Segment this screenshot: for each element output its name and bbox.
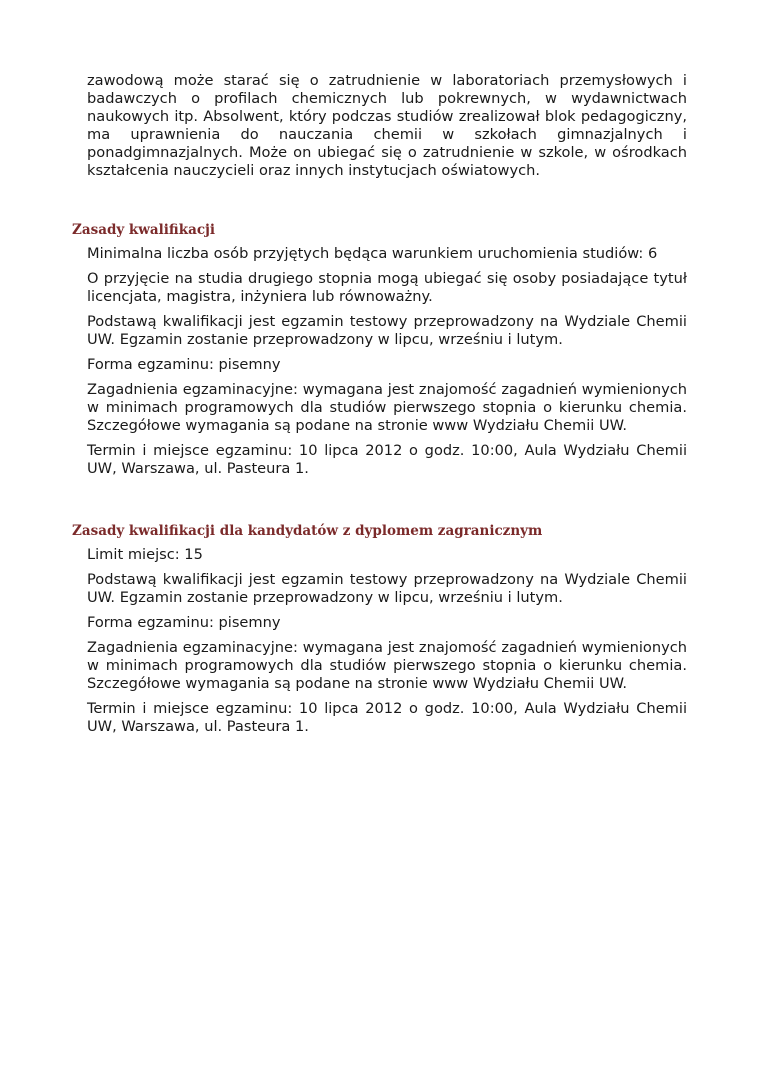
section-heading-foreign-diploma: Zasady kwalifikacji dla kandydatów z dyplomem zagranicznym [72, 523, 543, 539]
seat-limit-paragraph: Limit miejsc: 15 [87, 546, 203, 563]
min-participants-paragraph: Minimalna liczba osób przyjętych będąca warunkiem uruchomienia studiów: 6 [87, 245, 658, 262]
exam-date-paragraph: Termin i miejsce egzaminu: 10 lipca 2012 o godz. 10:00, Aula Wydziału Chemii UW, Warszawa, ul. Pasteura 1. [87, 442, 687, 477]
exam-date-paragraph: Termin i miejsce egzaminu: 10 lipca 2012 o godz. 10:00, Aula Wydziału Chemii UW, Warszawa, ul. Pasteura 1. [87, 700, 687, 735]
exam-form-paragraph: Forma egzaminu: pisemny [87, 614, 281, 631]
exam-form-paragraph: Forma egzaminu: pisemny [87, 356, 281, 373]
intro-paragraph: zawodową może starać się o zatrudnienie w laboratoriach przemysłowych i badawczych o profilach chemicznych lub pokrewnych, w wydawnictwach naukowych itp. Absolwent, który podczas studiów zrealizował blok pedagogiczny, ma uprawnienia do nauczania chemii w szkołach gimnazjalnych i ponadgimnazjalnych. Może on ubiegać się o zatrudnienie w szkole, w ośrodkach kształcenia nauczycieli oraz innych instytucjach oświatowych. [87, 72, 687, 179]
eligibility-paragraph: O przyjęcie na studia drugiego stopnia mogą ubiegać się osoby posiadające tytuł licencjata, magistra, inżyniera lub równoważny. [87, 270, 687, 305]
section-qualification [87, 245, 687, 485]
section-heading-qualification: Zasady kwalifikacji [72, 222, 216, 238]
exam-topics-paragraph: Zagadnienia egzaminacyjne: wymagana jest znajomość zagadnień wymienionych w minimach programowych dla studiów pierwszego stopnia o kierunku chemia. Szczegółowe wymagania są podane na stronie www Wydziału Chemii UW. [87, 381, 687, 434]
section-foreign-diploma [87, 546, 687, 743]
exam-basis-paragraph: Podstawą kwalifikacji jest egzamin testowy przeprowadzony na Wydziale Chemii UW. Egzamin zostanie przeprowadzony w lipcu, wrześniu i lutym. [87, 571, 687, 606]
exam-topics-paragraph: Zagadnienia egzaminacyjne: wymagana jest znajomość zagadnień wymienionych w minimach programowych dla studiów pierwszego stopnia o kierunku chemia. Szczegółowe wymagania są podane na stronie www Wydziału Chemii UW. [87, 639, 687, 692]
exam-basis-paragraph: Podstawą kwalifikacji jest egzamin testowy przeprowadzony na Wydziale Chemii UW. Egzamin zostanie przeprowadzony w lipcu, wrześniu i lutym. [87, 313, 687, 348]
